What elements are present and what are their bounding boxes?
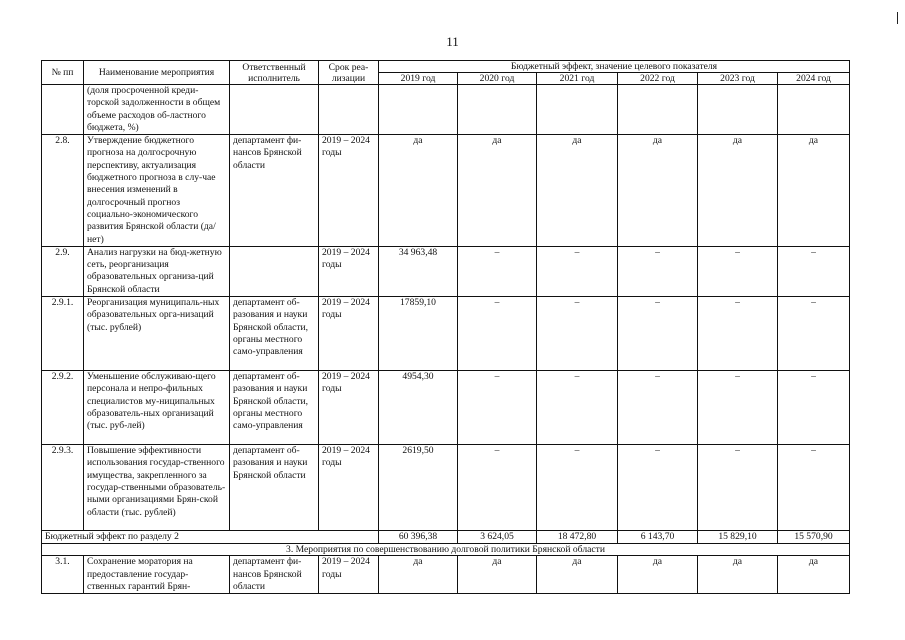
row-value: – (458, 445, 537, 531)
row-value: – (778, 445, 850, 531)
row-value: 34 963,48 (379, 246, 458, 296)
row-name: Повышение эффективности использования государ-ственного имущества, закрепленного за государ-ственными образователь-ными организациями Брян-ской области (тыс. рублей) (84, 445, 230, 531)
total-value: 60 396,38 (379, 531, 458, 544)
table-row (42, 556, 850, 594)
header-year: 2019 год (379, 73, 458, 85)
row-value: да (778, 556, 850, 594)
row-num: 3.1. (42, 556, 84, 594)
header-term: Срок реа-лизации (319, 61, 379, 85)
row-value: 4954,30 (379, 371, 458, 445)
measures-table (41, 60, 850, 594)
row-value: – (778, 297, 850, 371)
row-value: – (537, 371, 618, 445)
row-name: Уменьшение обслуживаю-щего персонала и непро-фильных специалистов му-ниципальных образователь-ных организаций (тыс. руб-лей) (84, 371, 230, 445)
row-value: – (618, 445, 698, 531)
row-term: 2019 – 2024 годы (319, 297, 379, 371)
row-num: 2.9. (42, 246, 84, 296)
row-value (379, 85, 458, 135)
table-row (42, 371, 850, 445)
total-value: 3 624,05 (458, 531, 537, 544)
row-num: 2.9.2. (42, 371, 84, 445)
row-name: Реорганизация муниципаль-ных образовательных орга-низаций (тыс. рублей) (84, 297, 230, 371)
row-responsible: департамент об-разования и науки Брянской области, органы местного само-управления (230, 371, 319, 445)
header-budget-effect: Бюджетный эффект, значение целевого показателя (379, 61, 850, 73)
row-value: – (458, 297, 537, 371)
row-value: да (698, 556, 778, 594)
header-name: Наименование мероприятия (84, 61, 230, 85)
row-value: да (778, 135, 850, 247)
row-responsible: департамент фи-нансов Брянской области (230, 556, 319, 594)
row-value: – (778, 371, 850, 445)
row-responsible: департамент об-разования и науки Брянской области, органы местного само-управления (230, 297, 319, 371)
header-year: 2022 год (618, 73, 698, 85)
table-row (42, 445, 850, 531)
row-name: Утверждение бюджетного прогноза на долгосрочную перспективу, актуализация бюджетного прогноза в слу-чае внесения изменений в долгосрочный прогноз социально-экономического развития Брянской области (да/нет) (84, 135, 230, 247)
row-num: 2.9.1. (42, 297, 84, 371)
row-value: – (537, 246, 618, 296)
header-responsible: Ответственный исполнитель (230, 61, 319, 85)
section-heading: 3. Мероприятия по совершенствованию долговой политики Брянской области (42, 544, 850, 556)
row-value: да (458, 135, 537, 247)
row-value (618, 85, 698, 135)
header-year: 2020 год (458, 73, 537, 85)
row-value: – (537, 445, 618, 531)
row-value (537, 85, 618, 135)
page-edge-mark (897, 12, 898, 24)
row-value: да (379, 135, 458, 247)
header-year: 2021 год (537, 73, 618, 85)
total-row (42, 531, 850, 544)
total-label: Бюджетный эффект по разделу 2 (42, 531, 379, 544)
row-value (458, 85, 537, 135)
header-num: № пп (42, 61, 84, 85)
row-value (778, 85, 850, 135)
row-value: – (698, 445, 778, 531)
row-value: да (618, 556, 698, 594)
row-value: – (618, 297, 698, 371)
header-year: 2024 год (778, 73, 850, 85)
section-heading-row (42, 544, 850, 556)
total-value: 15 570,90 (778, 531, 850, 544)
row-responsible: департамент об-разования и науки Брянской области (230, 445, 319, 531)
row-value: – (458, 371, 537, 445)
row-value: – (698, 371, 778, 445)
row-value: – (778, 246, 850, 296)
table-row (42, 135, 850, 247)
row-term: 2019 – 2024 годы (319, 556, 379, 594)
row-num (42, 85, 84, 135)
row-num: 2.9.3. (42, 445, 84, 531)
table-row (42, 246, 850, 296)
page-number: 11 (446, 34, 459, 49)
row-name: Анализ нагрузки на бюд-жетную сеть, реорганизация образовательных организа-ций Брянской области (84, 246, 230, 296)
row-value: да (537, 556, 618, 594)
row-value: – (618, 246, 698, 296)
row-value: – (698, 246, 778, 296)
row-value: – (618, 371, 698, 445)
row-value: да (698, 135, 778, 247)
row-value: да (379, 556, 458, 594)
row-term: 2019 – 2024 годы (319, 445, 379, 531)
row-value: 2619,50 (379, 445, 458, 531)
total-value: 6 143,70 (618, 531, 698, 544)
row-term (319, 85, 379, 135)
row-responsible (230, 246, 319, 296)
row-term: 2019 – 2024 годы (319, 135, 379, 247)
total-value: 18 472,80 (537, 531, 618, 544)
row-value (698, 85, 778, 135)
row-responsible (230, 85, 319, 135)
row-value: 17859,10 (379, 297, 458, 371)
row-term: 2019 – 2024 годы (319, 246, 379, 296)
table-row (42, 297, 850, 371)
row-value: да (618, 135, 698, 247)
row-value: да (537, 135, 618, 247)
row-name: (доля просроченной креди-торской задолженности в общем объеме расходов об-ластного бюджета, %) (84, 85, 230, 135)
row-value: – (537, 297, 618, 371)
header-year: 2023 год (698, 73, 778, 85)
row-term: 2019 – 2024 годы (319, 371, 379, 445)
row-num: 2.8. (42, 135, 84, 247)
total-value: 15 829,10 (698, 531, 778, 544)
row-responsible: департамент фи-нансов Брянской области (230, 135, 319, 247)
table-row (42, 85, 850, 135)
row-value: – (458, 246, 537, 296)
row-value: – (698, 297, 778, 371)
row-name: Сохранение моратория на предоставление государ-ственных гарантий Брян- (84, 556, 230, 594)
row-value: да (458, 556, 537, 594)
